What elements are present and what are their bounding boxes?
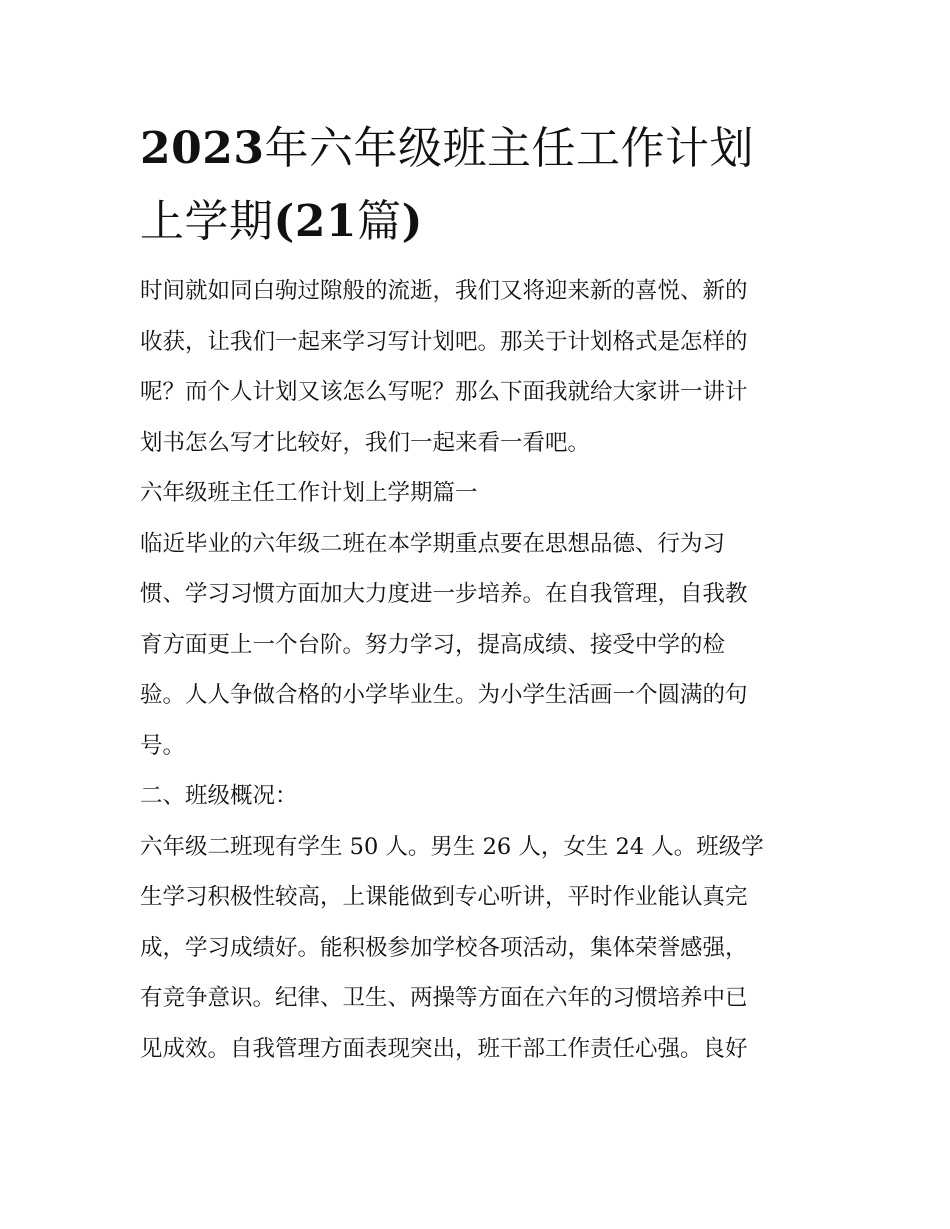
text-line: 验。人人争做合格的小学毕业生。为小学生活画一个圆满的句 bbox=[140, 682, 748, 708]
title-line-2 bbox=[140, 185, 812, 258]
section-heading: 六年级班主任工作计划上学期篇一 bbox=[140, 480, 478, 506]
title-count-unit: 篇 bbox=[357, 196, 402, 247]
title-close-paren: ) bbox=[401, 196, 423, 247]
title-line-2-text: 上学期 bbox=[140, 196, 274, 247]
text-line: 号。 bbox=[140, 732, 186, 759]
text-line: 惯、学习习惯方面加大力度进一步培养。在自我管理，自我教 bbox=[140, 581, 748, 607]
text-line: 育方面更上一个台阶。努力学习，提高成绩、接受中学的检 bbox=[140, 631, 726, 658]
text-line: 收获，让我们一起来学习写计划吧。那关于计划格式是怎样的 bbox=[140, 328, 748, 355]
title-line-1 bbox=[140, 112, 812, 185]
title-year: 2023 bbox=[140, 123, 265, 174]
text-line: 时间就如同白驹过隙般的流逝，我们又将迎来新的喜悦、新的 bbox=[140, 278, 748, 304]
document-title bbox=[140, 112, 812, 258]
section-heading: 二、班级概况： bbox=[140, 783, 298, 809]
document-page bbox=[140, 112, 812, 1074]
text-line: 划书怎么写才比较好，我们一起来看一看吧。 bbox=[140, 429, 591, 456]
text-line: 见成效。自我管理方面表现突出，班干部工作责任心强。良好 bbox=[140, 1035, 748, 1062]
text-line: 临近毕业的六年级二班在本学期重点要在思想品德、行为习 bbox=[140, 530, 726, 557]
text-line: 生学习积极性较高，上课能做到专心听讲，平时作业能认真完 bbox=[140, 884, 748, 910]
text-line: 六年级二班现有学生 50 人。男生 26 人，女生 24 人。班级学 bbox=[140, 833, 764, 860]
text-line: 有竞争意识。纪律、卫生、两操等方面在六年的习惯培养中已 bbox=[140, 985, 748, 1011]
text-line: 呢？而个人计划又该怎么写呢？那么下面我就给大家讲一讲计 bbox=[140, 379, 748, 405]
title-line-1-text: 年六年级班主任工作计划 bbox=[264, 123, 754, 174]
title-count: (21 bbox=[273, 196, 358, 247]
text-line: 成，学习成绩好。能积极参加学校各项活动，集体荣誉感强， bbox=[140, 934, 748, 961]
document-body bbox=[140, 266, 812, 1074]
